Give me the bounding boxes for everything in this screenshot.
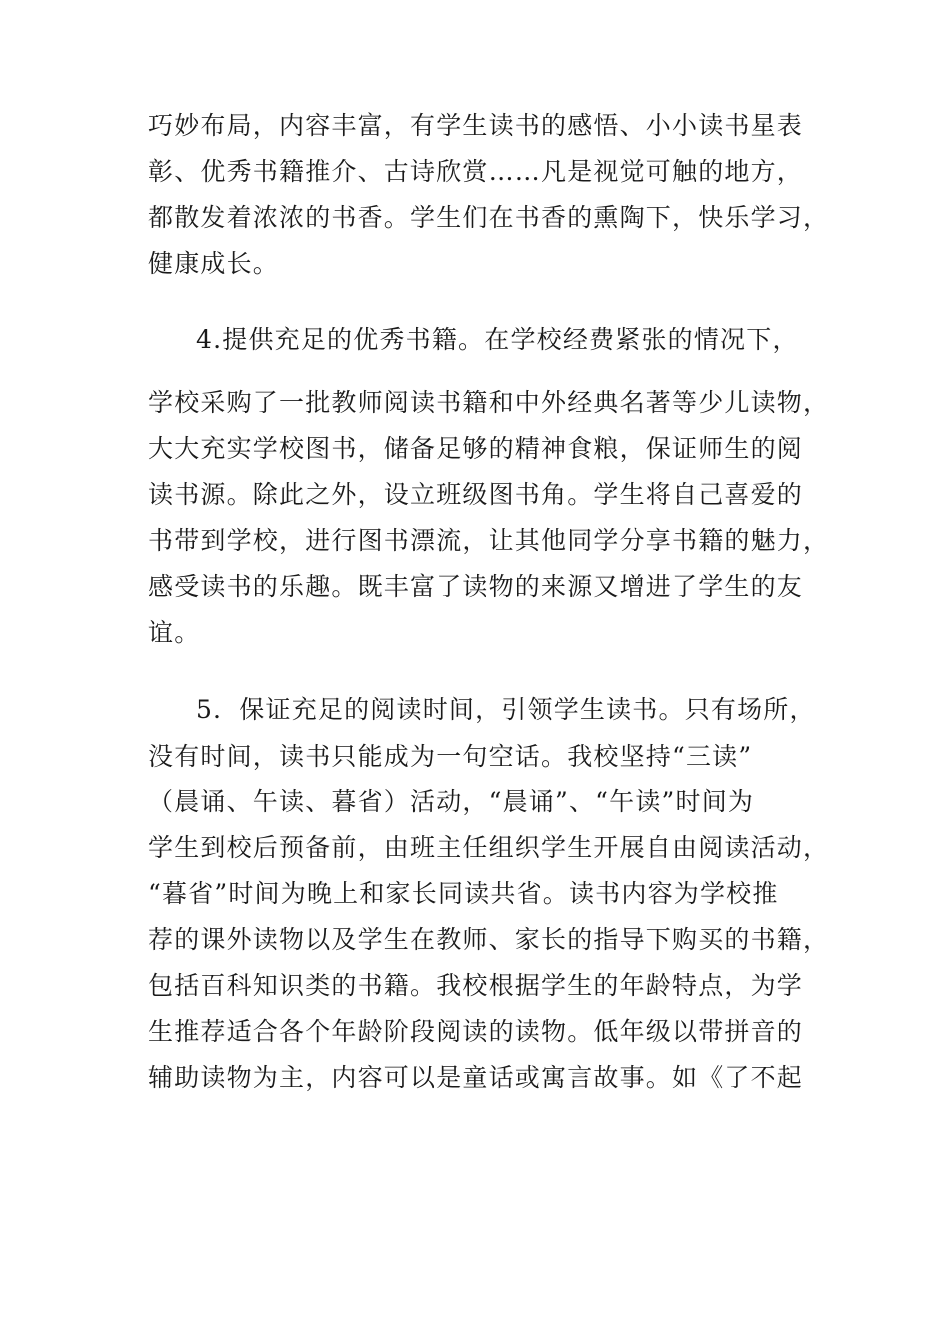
text-line: 大大充实学校图书，储备足够的精神食粮，保证师生的阅 bbox=[148, 434, 804, 463]
text-line: 读书源。除此之外，设立班级图书角。学生将自己喜爱的 bbox=[148, 480, 804, 509]
text-line: 书带到学校，进行图书漂流，让其他同学分享书籍的魅力， bbox=[148, 526, 830, 555]
text-line: 没有时间，读书只能成为一句空话。我校坚持“三读” bbox=[148, 742, 753, 771]
text-line: 都散发着浓浓的书香。学生们在书香的熏陶下，快乐学习， bbox=[148, 203, 830, 232]
text-line: 巧妙布局，内容丰富，有学生读书的感悟、小小读书星表 bbox=[148, 111, 804, 140]
text-line: 学生到校后预备前，由班主任组织学生开展自由阅读活动， bbox=[148, 833, 830, 862]
text-line: （晨诵、午读、暮省）活动，“晨诵”、“午读”时间为 bbox=[148, 787, 755, 816]
text-line: 彰、优秀书籍推介、古诗欣赏……凡是视觉可触的地方， bbox=[148, 157, 804, 186]
text-line: 荐的课外读物以及学生在教师、家长的指导下购买的书籍， bbox=[148, 925, 830, 954]
text-line: 感受读书的乐趣。既丰富了读物的来源又增进了学生的友 bbox=[148, 572, 804, 601]
paragraph-5-first-line: 5．保证充足的阅读时间，引领学生读书。只有场所， bbox=[196, 695, 816, 724]
text-line: 学校采购了一批教师阅读书籍和中外经典名著等少儿读物， bbox=[148, 388, 830, 417]
paragraph-4-first-line: 4.提供充足的优秀书籍。在学校经费紧张的情况下， bbox=[196, 325, 799, 354]
text-line: “暮省”时间为晚上和家长同读共省。读书内容为学校推 bbox=[148, 879, 779, 908]
text-line: 生推荐适合各个年龄阶段阅读的读物。低年级以带拼音的 bbox=[148, 1017, 804, 1046]
text-line: 谊。 bbox=[148, 618, 201, 647]
text-line: 健康成长。 bbox=[148, 249, 280, 278]
text-line: 辅助读物为主，内容可以是童话或寓言故事。如《了不起 bbox=[148, 1063, 804, 1092]
text-line: 包括百科知识类的书籍。我校根据学生的年龄特点，为学 bbox=[148, 971, 804, 1000]
